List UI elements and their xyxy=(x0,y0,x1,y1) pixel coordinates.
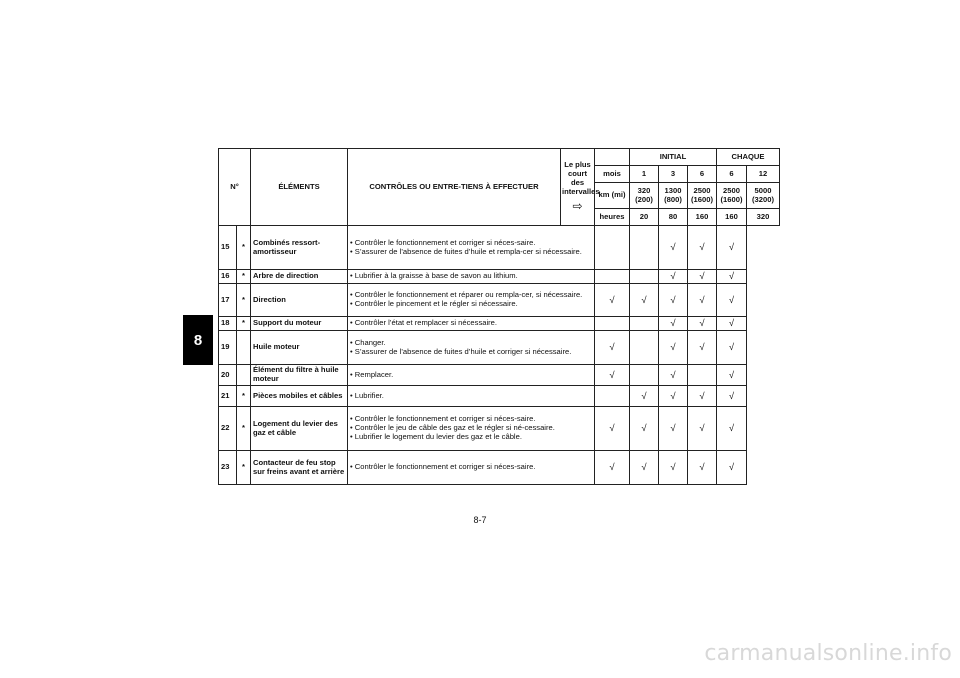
action-list xyxy=(350,291,592,309)
action-item: • Contrôler le fonctionnement et corriger si néces-saire. xyxy=(350,463,592,472)
header-number: N° xyxy=(219,149,251,226)
month-value: 3 xyxy=(659,166,688,183)
row-number: 19 xyxy=(219,331,237,365)
action-item: • Remplacer. xyxy=(350,371,592,380)
check-mark-cell: √ xyxy=(717,386,747,407)
action-item: • S’assurer de l’absence de fuites d’huile et rempla-cer si nécessaire. xyxy=(350,248,592,257)
header-every: CHAQUE xyxy=(717,149,780,166)
check-mark-cell xyxy=(630,226,659,270)
row-actions xyxy=(348,331,595,365)
check-mark-cell: √ xyxy=(659,365,688,386)
check-mark-cell xyxy=(630,365,659,386)
header-initial: INITIAL xyxy=(630,149,717,166)
row-number: 22 xyxy=(219,407,237,451)
km-value: 320 (200) xyxy=(630,183,659,209)
table-row xyxy=(219,331,780,365)
row-asterisk xyxy=(237,331,251,365)
table-row xyxy=(219,365,780,386)
table-row xyxy=(219,386,780,407)
check-mark-cell: √ xyxy=(717,270,747,284)
hours-value: 160 xyxy=(717,209,747,226)
action-list xyxy=(350,272,592,281)
header-controls: CONTRÔLES OU ENTRE-TIENS À EFFECTUER xyxy=(348,149,561,226)
month-value: 6 xyxy=(688,166,717,183)
action-list xyxy=(350,463,592,472)
check-mark-cell xyxy=(630,317,659,331)
arrow-right-icon: ⇨ xyxy=(572,198,583,213)
check-mark-cell: √ xyxy=(595,451,630,485)
check-mark-cell: √ xyxy=(717,317,747,331)
check-mark-cell: √ xyxy=(630,386,659,407)
action-item: • Contrôler le fonctionnement et corriger si néces-saire. xyxy=(350,415,592,424)
page-number: 8-7 xyxy=(473,515,487,525)
months-label: mois xyxy=(595,166,630,183)
row-asterisk: * xyxy=(237,270,251,284)
check-mark-cell: √ xyxy=(659,386,688,407)
table-header xyxy=(219,149,780,226)
hours-value: 20 xyxy=(630,209,659,226)
action-list xyxy=(350,371,592,380)
row-actions xyxy=(348,386,595,407)
table-row xyxy=(219,270,780,284)
table-row xyxy=(219,451,780,485)
check-mark-cell: √ xyxy=(688,331,717,365)
row-number: 16 xyxy=(219,270,237,284)
hours-value: 320 xyxy=(747,209,780,226)
row-asterisk: * xyxy=(237,451,251,485)
check-mark-cell xyxy=(595,226,630,270)
row-asterisk: * xyxy=(237,284,251,317)
hours-value: 160 xyxy=(688,209,717,226)
row-asterisk: * xyxy=(237,407,251,451)
row-asterisk: * xyxy=(237,317,251,331)
check-mark-cell: √ xyxy=(717,407,747,451)
header-elements: ÉLÉMENTS xyxy=(251,149,348,226)
check-mark-cell: √ xyxy=(688,317,717,331)
check-mark-cell: √ xyxy=(595,284,630,317)
check-mark-cell: √ xyxy=(659,331,688,365)
row-asterisk: * xyxy=(237,226,251,270)
row-element: Élément du filtre à huile moteur xyxy=(251,365,348,386)
km-value: 5000 (3200) xyxy=(747,183,780,209)
month-value: 6 xyxy=(717,166,747,183)
row-actions xyxy=(348,270,595,284)
action-list xyxy=(350,392,592,401)
km-label: km (mi) xyxy=(595,183,630,209)
hours-value: 80 xyxy=(659,209,688,226)
row-number: 17 xyxy=(219,284,237,317)
row-number: 15 xyxy=(219,226,237,270)
table-row xyxy=(219,317,780,331)
check-mark-cell: √ xyxy=(659,284,688,317)
hours-label: heures xyxy=(595,209,630,226)
check-mark-cell: √ xyxy=(659,407,688,451)
row-element: Support du moteur xyxy=(251,317,348,331)
watermark: carmanualsonline.info xyxy=(704,641,952,666)
section-tab-marker: 8 xyxy=(183,315,213,365)
km-value: 2500 (1600) xyxy=(688,183,717,209)
action-item: • Contrôler l’état et remplacer si nécessaire. xyxy=(350,319,592,328)
check-mark-cell: √ xyxy=(659,226,688,270)
action-item: • Lubrifier le logement du levier des gaz et le câble. xyxy=(350,433,592,442)
check-mark-cell: √ xyxy=(688,284,717,317)
check-mark-cell: √ xyxy=(595,407,630,451)
month-value: 12 xyxy=(747,166,780,183)
check-mark-cell: √ xyxy=(630,451,659,485)
month-value: 1 xyxy=(630,166,659,183)
check-mark-cell xyxy=(595,317,630,331)
row-element: Combinés ressort-amortisseur xyxy=(251,226,348,270)
check-mark-cell: √ xyxy=(717,284,747,317)
row-actions xyxy=(348,226,595,270)
header-shortest-label: Le plus court des intervalles xyxy=(562,160,600,196)
action-list xyxy=(350,415,592,442)
row-element: Huile moteur xyxy=(251,331,348,365)
check-mark-cell xyxy=(630,331,659,365)
check-mark-cell: √ xyxy=(717,226,747,270)
maintenance-table xyxy=(218,148,780,485)
action-item: • Contrôler le fonctionnement et réparer ou rempla-cer, si nécessaire. xyxy=(350,291,592,300)
check-mark-cell: √ xyxy=(630,407,659,451)
check-mark-cell: √ xyxy=(659,451,688,485)
check-mark-cell: √ xyxy=(595,331,630,365)
table-row xyxy=(219,407,780,451)
check-mark-cell: √ xyxy=(717,365,747,386)
check-mark-cell: √ xyxy=(688,407,717,451)
action-item: • Contrôler le pincement et le régler si nécessaire. xyxy=(350,300,592,309)
check-mark-cell: √ xyxy=(717,451,747,485)
check-mark-cell xyxy=(595,270,630,284)
check-mark-cell: √ xyxy=(717,331,747,365)
row-number: 21 xyxy=(219,386,237,407)
row-number: 23 xyxy=(219,451,237,485)
table-row xyxy=(219,284,780,317)
km-value: 1300 (800) xyxy=(659,183,688,209)
action-item: • Changer. xyxy=(350,339,592,348)
row-element: Logement du levier des gaz et câble xyxy=(251,407,348,451)
km-value: 2500 (1600) xyxy=(717,183,747,209)
action-list xyxy=(350,319,592,328)
row-element: Pièces mobiles et câbles xyxy=(251,386,348,407)
table-row xyxy=(219,226,780,270)
check-mark-cell: √ xyxy=(595,365,630,386)
row-asterisk: * xyxy=(237,386,251,407)
check-mark-cell xyxy=(630,270,659,284)
row-element: Direction xyxy=(251,284,348,317)
action-item: • Lubrifier. xyxy=(350,392,592,401)
table-body xyxy=(219,226,780,485)
row-actions xyxy=(348,365,595,386)
check-mark-cell: √ xyxy=(688,451,717,485)
row-actions xyxy=(348,451,595,485)
check-mark-cell: √ xyxy=(659,317,688,331)
row-asterisk xyxy=(237,365,251,386)
row-number: 18 xyxy=(219,317,237,331)
action-item: • Lubrifier à la graisse à base de savon au lithium. xyxy=(350,272,592,281)
header-shortest-interval xyxy=(561,149,600,226)
row-number: 20 xyxy=(219,365,237,386)
check-mark-cell: √ xyxy=(688,226,717,270)
check-mark-cell: √ xyxy=(630,284,659,317)
check-mark-cell: √ xyxy=(688,270,717,284)
header-blank-cell xyxy=(595,149,630,166)
check-mark-cell: √ xyxy=(659,270,688,284)
action-list xyxy=(350,239,592,257)
action-item: • Contrôler le fonctionnement et corriger si néces-saire. xyxy=(350,239,592,248)
check-mark-cell xyxy=(688,365,717,386)
action-list xyxy=(350,339,592,357)
row-actions xyxy=(348,317,595,331)
row-actions xyxy=(348,407,595,451)
check-mark-cell xyxy=(595,386,630,407)
action-item: • Contrôler le jeu de câble des gaz et le régler si né-cessaire. xyxy=(350,424,592,433)
check-mark-cell: √ xyxy=(688,386,717,407)
row-actions xyxy=(348,284,595,317)
row-element: Arbre de direction xyxy=(251,270,348,284)
action-item: • S’assurer de l’absence de fuites d’huile et corriger si nécessaire. xyxy=(350,348,592,357)
row-element: Contacteur de feu stop sur freins avant et arrière xyxy=(251,451,348,485)
